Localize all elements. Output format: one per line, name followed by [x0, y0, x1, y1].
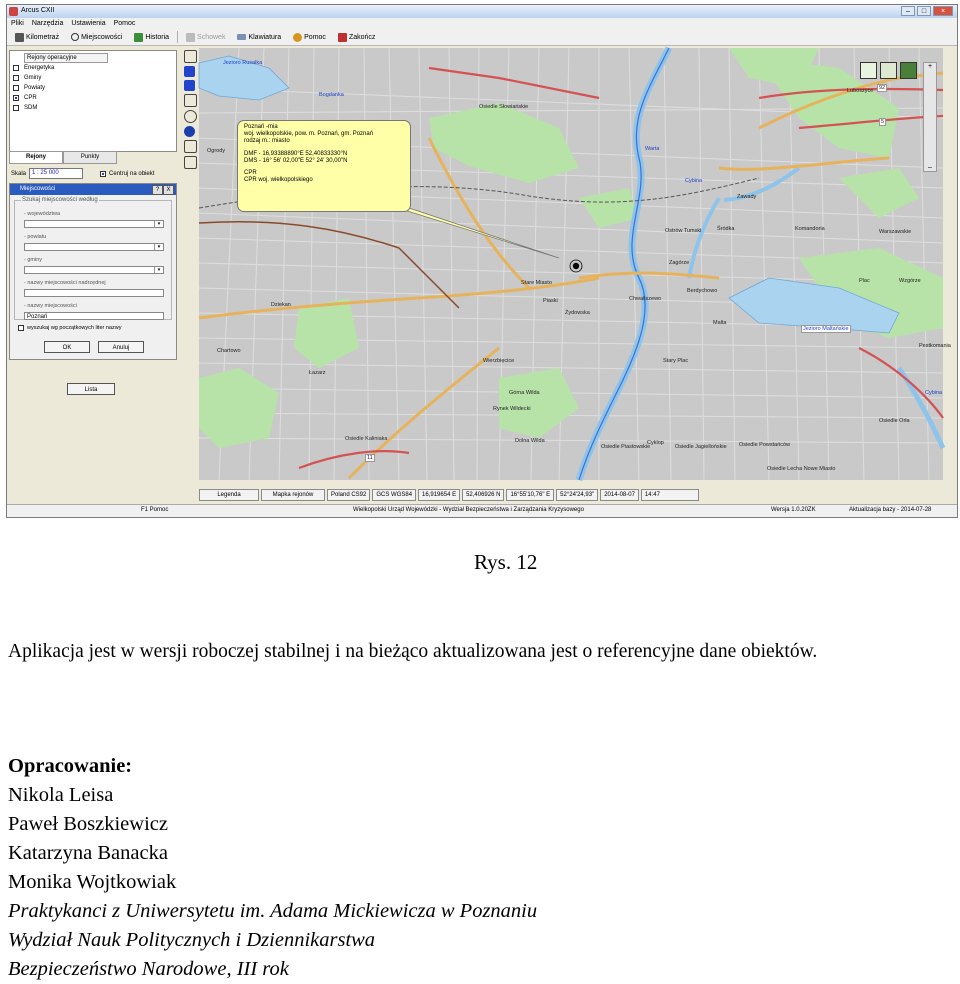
affiliation-faculty: Wydział Nauk Politycznych i Dziennikarstwa: [8, 929, 376, 951]
callout-line-4: DMF - 16,93388890°E 52,40833330°N: [244, 150, 348, 157]
arrow-right-icon[interactable]: [184, 80, 195, 91]
projection-cs92: Poland CS92: [327, 489, 370, 501]
label-warta: Warta: [645, 146, 660, 152]
checkbox-icon[interactable]: [13, 65, 19, 71]
center-checkbox-icon[interactable]: [100, 171, 106, 177]
radio-icon: [71, 33, 79, 41]
app-title: Arcus CXII: [21, 7, 55, 14]
status-bar: [199, 489, 943, 501]
maximize-button[interactable]: □: [917, 6, 931, 16]
legenda-button[interactable]: Legenda: [199, 489, 259, 501]
toolbar: [7, 29, 957, 46]
credits-block: [8, 752, 537, 984]
label-osiedle-orla: Osiedle Orła: [879, 418, 910, 424]
coord-n-dms: 52°24'24,93": [556, 489, 598, 501]
label-zagorze: Zagórze: [669, 260, 690, 266]
label-powiat: - powiatu: [24, 234, 47, 240]
exit-icon: [338, 33, 347, 42]
scale-row: [11, 168, 154, 179]
title-bar: [7, 5, 957, 19]
app-window: [6, 4, 958, 518]
scale-select[interactable]: 1 : 25 000: [29, 168, 83, 179]
menu-pliki[interactable]: Pliki: [11, 20, 24, 27]
prefix-search-option[interactable]: wyszukaj wg początkowych liter nazwy: [18, 325, 121, 331]
coord-e-dms: 16°55'10,76" E: [506, 489, 554, 501]
cancel-button[interactable]: Anuluj: [98, 341, 144, 353]
label-nadrzedna: - nazwy miejscowości nadrzędnej: [24, 280, 106, 286]
map-layer-buttons: [860, 62, 917, 79]
label-warszawskie: Warszawskie: [879, 229, 912, 235]
print-icon[interactable]: [184, 140, 197, 153]
layer-item-gminy[interactable]: Gminy: [13, 75, 41, 81]
lista-button[interactable]: Lista: [67, 383, 115, 395]
organization-name: Wielkopolski Urząd Wojewódzki - Wydział Bezpieczeństwa i Zarządzania Kryzysowego: [353, 507, 584, 513]
zoom-out-icon[interactable]: –: [928, 164, 932, 171]
arrow-left-icon[interactable]: [184, 66, 195, 77]
miejscowosci-button[interactable]: Miejscowości: [67, 33, 126, 41]
label-osiedle-kaliniaka: Osiedle Kaliniaka: [345, 436, 388, 442]
keyboard-icon: [237, 34, 246, 40]
label-bogdanka: Bogdanka: [319, 92, 344, 98]
miejscowosci-title: Miejscowości: [20, 186, 56, 192]
map-layer-icon[interactable]: [860, 62, 877, 79]
label-wojewodztwo: - województwa: [24, 211, 61, 217]
road-number-11: 11: [367, 455, 373, 461]
description-paragraph: Aplikacja jest w wersji roboczej stabilnej i na bieżąco aktualizowana jest o referencyjne dane obiektów.: [8, 641, 818, 662]
author-2: Paweł Boszkiewicz: [8, 813, 168, 835]
label-dziekan: Dziekan: [271, 302, 291, 308]
label-cybina-east: Cybina: [925, 390, 943, 396]
close-button[interactable]: ×: [933, 6, 953, 16]
help-icon: [293, 33, 302, 42]
layer-list-header: Rejony operacyjne: [24, 53, 108, 63]
label-wierzbiecice: Wierzbięcice: [483, 358, 515, 364]
map-search-icon[interactable]: [880, 62, 897, 79]
ok-button[interactable]: OK: [44, 341, 90, 353]
author-3: Katarzyna Banacka: [8, 842, 168, 864]
label-ostrow-tumski: Ostrów Tumski: [665, 228, 702, 234]
miejscowosci-header: [10, 184, 176, 195]
layer-item-sdm[interactable]: SDM: [13, 105, 37, 111]
panel-help-button[interactable]: ?: [152, 185, 163, 195]
help-hint: F1 Pomoc: [141, 507, 169, 513]
map-graphics: [199, 48, 943, 480]
label-piaski: Piaski: [543, 298, 558, 304]
credits-heading: Opracowanie:: [8, 755, 133, 777]
clipboard-icon: [186, 33, 195, 42]
chevron-down-icon[interactable]: ▾: [154, 267, 163, 273]
app-icon: [9, 7, 18, 16]
tab-punkty[interactable]: Punkty: [63, 151, 117, 164]
chevron-down-icon[interactable]: ▾: [154, 221, 163, 227]
affiliation-university: Praktykanci z Uniwersytetu im. Adama Mickiewicza w Poznaniu: [8, 900, 538, 922]
hand-icon[interactable]: [184, 110, 197, 123]
db-update-label: Aktualizacja bazy - 2014-07-28: [849, 507, 932, 513]
search-group-title: Szukaj miejscowości według: [22, 197, 98, 203]
klawiatura-button[interactable]: Klawiatura: [233, 34, 285, 41]
wojewodztwo-select[interactable]: [24, 220, 164, 228]
checkbox-icon[interactable]: [13, 85, 19, 91]
historia-button[interactable]: Historia: [130, 33, 173, 42]
author-4: Monika Wojtkowiak: [8, 871, 177, 893]
nazwa-input[interactable]: Poznań: [24, 312, 164, 320]
label-srodka: Śródka: [717, 226, 735, 232]
bottom-bar: [7, 504, 957, 517]
label-zawady: Zawady: [737, 194, 757, 200]
nadrzedna-input[interactable]: [24, 289, 164, 297]
map-view[interactable]: [199, 48, 951, 480]
ruler-icon: [15, 33, 24, 42]
label-chwaliszewo: Chwaliszewo: [629, 296, 662, 302]
history-icon: [134, 33, 143, 42]
label-nazwa: - nazwy miejscowości: [24, 303, 77, 309]
chevron-down-icon[interactable]: ▾: [154, 244, 163, 250]
label-wzgorze: Wzgórze: [899, 278, 921, 284]
status-time: 14:47: [641, 489, 699, 501]
menu-narzedzia[interactable]: Narzędzia: [31, 20, 64, 27]
layer-item-cpr[interactable]: CPR: [13, 95, 37, 101]
center-label: Centruj na obiekt: [109, 170, 155, 177]
callout-line-2: woj. wielkopolskie, pow. m. Poznań, gm. Poznań: [244, 131, 374, 138]
zoom-slider[interactable]: [923, 62, 937, 172]
map-satellite-icon[interactable]: [900, 62, 917, 79]
label-malta: Malta: [713, 320, 727, 326]
label-osiedle-jagiellonskie: Osiedle Jagiellońskie: [675, 444, 727, 450]
edit-icon[interactable]: [184, 156, 197, 169]
label-dolna-wilda: Dolna Wilda: [515, 438, 545, 444]
pomoc-button[interactable]: Pomoc: [289, 33, 330, 42]
layer-item-energetyka[interactable]: Energetyka: [13, 65, 54, 71]
callout-line-5: DMS - 16° 56' 02,00"E 52° 24' 30,00"N: [244, 157, 348, 164]
label-stare-miasto: Stare Miasto: [521, 280, 552, 286]
coord-e-decimal: 16,919654 E: [418, 489, 460, 501]
label-cyklop: Cyklop: [647, 440, 664, 446]
layer-item-powiaty[interactable]: Powiaty: [13, 85, 45, 91]
author-1: Nikola Leisa: [8, 784, 114, 806]
status-date: 2014-08-07: [600, 489, 639, 501]
label-plac: Plac: [859, 278, 870, 284]
figure-caption: Rys. 12: [474, 550, 538, 574]
callout-line-1: Poznań -mia: [244, 124, 278, 130]
checkbox-icon[interactable]: [18, 325, 24, 331]
road-number-5: 5: [881, 119, 885, 125]
kilometraz-button[interactable]: Kilometraż: [11, 33, 63, 42]
label-pestkomania: Pestkomania: [919, 343, 951, 349]
road-number-92: 92: [879, 85, 886, 91]
pointer-icon[interactable]: [184, 50, 197, 63]
label-stary-plac: Stary Plac: [663, 358, 689, 364]
menu-pomoc[interactable]: Pomoc: [113, 20, 136, 27]
powiat-select[interactable]: [24, 243, 164, 251]
label-osiedle-piastowskie: Osiedle Piastowskie: [601, 444, 651, 450]
label-rynek-wildecki: Rynek Wildecki: [493, 406, 531, 412]
affiliation-program: Bezpieczeństwo Narodowe, III rok: [8, 958, 289, 980]
label-gmina: - gminy: [24, 257, 43, 263]
label-ogrody: Ogrody: [207, 148, 226, 154]
checkbox-checked-icon[interactable]: [13, 95, 19, 101]
callout-line-6: CPR: [244, 170, 257, 177]
zakoncz-button[interactable]: Zakończ: [334, 33, 379, 42]
select-icon[interactable]: [184, 94, 197, 107]
info-icon[interactable]: [184, 126, 195, 137]
checkbox-icon[interactable]: [13, 75, 19, 81]
schowek-button[interactable]: Schowek: [182, 33, 229, 42]
label-cybina: Cybina: [685, 178, 703, 184]
coord-n-decimal: 52,406926 N: [462, 489, 504, 501]
label-osiedle-lecha: Osiedle Lecha Nowe Miasto: [767, 466, 836, 472]
zoom-in-icon[interactable]: +: [927, 63, 933, 70]
label-osiedle-slowianskie: Osiedle Słowiańskie: [479, 104, 529, 110]
checkbox-icon[interactable]: [13, 105, 19, 111]
callout-line-7: CPR woj. wielkopolskiego: [244, 177, 313, 184]
callout-line-3: rodzaj m.: miasto: [244, 138, 290, 145]
gmina-select[interactable]: [24, 266, 164, 274]
label-chartowo: Chartowo: [217, 348, 241, 354]
left-panel: [9, 47, 179, 499]
panel-close-button[interactable]: X: [163, 185, 174, 195]
label-osiedle-powstancow: Osiedle Powstańców: [739, 442, 791, 448]
mapka-rejonow-button[interactable]: Mapka rejonów: [261, 489, 325, 501]
label-jezioro-rusalka: Jezioro Rusalka: [223, 60, 263, 66]
label-berdychowo: Berdychowo: [687, 288, 718, 294]
tab-rejony[interactable]: Rejony: [9, 151, 63, 164]
label-luboszyce: Luboszyce: [847, 88, 874, 94]
menu-ustawienia[interactable]: Ustawienia: [71, 20, 106, 27]
map-tools: [184, 48, 198, 478]
label-zydowska: Żydowska: [565, 310, 590, 316]
info-callout: [237, 120, 411, 212]
label-lazarz: Łazarz: [309, 370, 326, 376]
label-komandoria: Komandoria: [795, 226, 825, 232]
version-label: Wersja 1.0.20ZK: [771, 507, 816, 513]
miejscowosci-panel: [9, 183, 177, 360]
menu-bar: [7, 18, 957, 29]
projection-wgs84: GCS WGS84: [372, 489, 416, 501]
layer-list: [9, 50, 177, 152]
scale-label: Skala: [11, 170, 27, 177]
label-gorny-wilda: Górna Wilda: [509, 390, 540, 396]
minimize-button[interactable]: –: [901, 6, 915, 16]
label-jezioro-maltanskie: Jezioro Maltańskie: [803, 326, 849, 332]
